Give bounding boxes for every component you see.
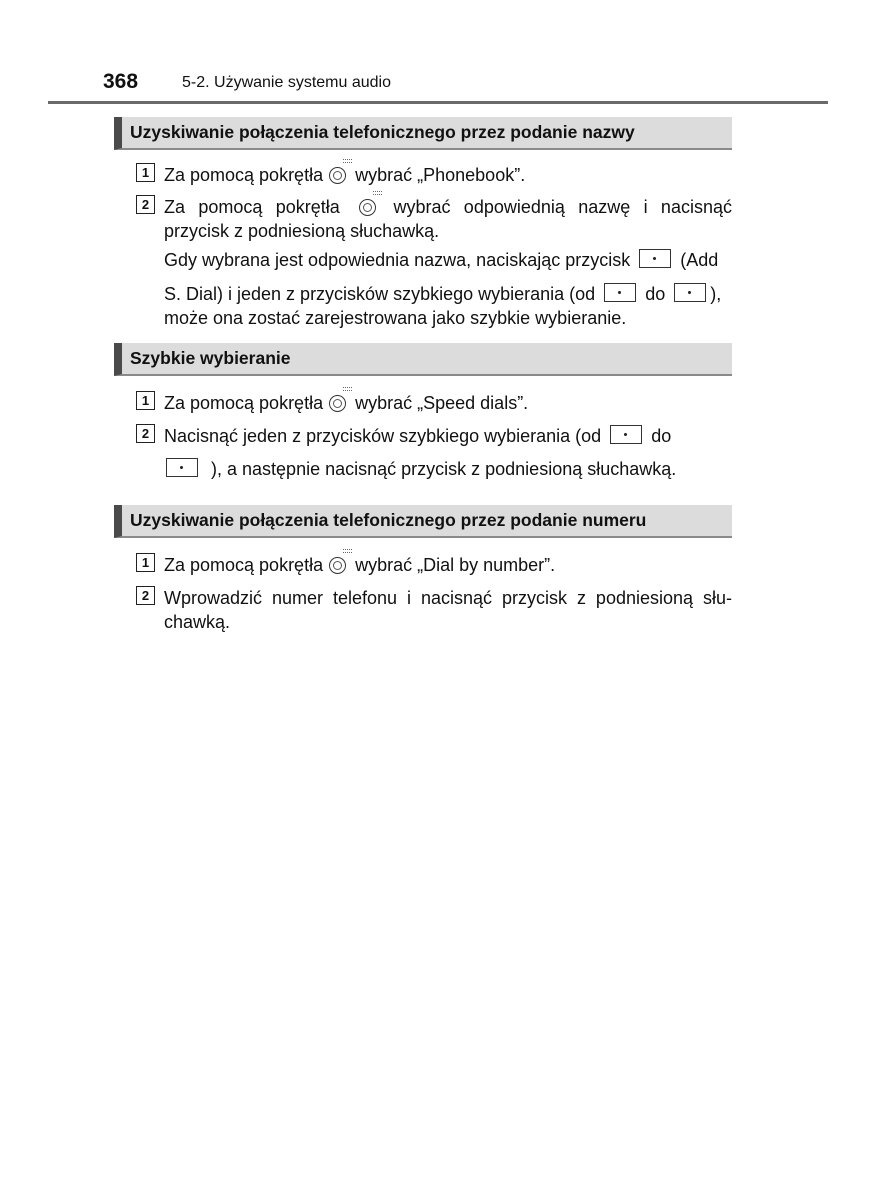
tune-select-knob-icon <box>359 199 376 216</box>
preset-button-icon <box>674 283 706 302</box>
note-text: S. Dial) i jeden z przycisków szybkiego wybierania (od <box>164 284 596 304</box>
step-text <box>164 392 528 414</box>
note-line <box>164 249 718 271</box>
header-rule <box>48 101 828 104</box>
note-text: do <box>645 284 666 304</box>
tune-select-knob-icon <box>329 167 346 184</box>
step-text-after: ), a następnie nacisnąć przycisk z podniesioną słuchawką. <box>211 459 677 479</box>
step-continuation: przycisk z podniesioną słuchawką. <box>164 221 440 241</box>
step-number: 2 <box>136 424 155 443</box>
section-heading-speed-dial: Szybkie wybieranie <box>114 343 732 376</box>
step-text <box>164 164 525 186</box>
note-text: (Add <box>680 250 719 270</box>
step-text-before: Nacisnąć jeden z przycisków szybkiego wybierania (od <box>164 426 602 446</box>
step-text <box>164 425 671 447</box>
chapter-title: 5-2. Używanie systemu audio <box>182 74 391 91</box>
step-text-before: Za pomocą pokrętła <box>164 197 340 217</box>
step-text-before: Za pomocą pokrętła <box>164 165 324 185</box>
step-text-before: Za pomocą pokrętła <box>164 555 324 575</box>
step-continuation <box>166 458 676 480</box>
tune-select-knob-icon <box>329 395 346 412</box>
step-text-after: do <box>651 426 672 446</box>
step-number: 1 <box>136 163 155 182</box>
step-text: Wprowadzić numer telefonu i nacisnąć przycisk z podniesioną słu- <box>164 588 732 608</box>
step-number: 1 <box>136 391 155 410</box>
preset-button-icon <box>610 425 642 444</box>
note-line: może ona zostać zarejestrowana jako szybkie wybieranie. <box>164 308 627 328</box>
section-heading-call-by-number: Uzyskiwanie połączenia telefonicznego przez podanie numeru <box>114 505 732 538</box>
step-text-after: wybrać odpowiednią nazwę i nacisnąć <box>393 197 732 217</box>
preset-button-icon <box>639 249 671 268</box>
step-number: 2 <box>136 586 155 605</box>
preset-button-icon <box>604 283 636 302</box>
note-line <box>164 283 721 305</box>
preset-button-icon <box>166 458 198 477</box>
step-text <box>164 196 732 218</box>
tune-select-knob-icon <box>329 557 346 574</box>
page-number: 368 <box>103 70 139 93</box>
step-text-after: wybrać „Dial by number”. <box>355 555 556 575</box>
step-number: 2 <box>136 195 155 214</box>
step-text <box>164 554 555 576</box>
note-text: Gdy wybrana jest odpowiednia nazwa, naciskając przycisk <box>164 250 631 270</box>
section-heading-call-by-name: Uzyskiwanie połączenia telefonicznego przez podanie nazwy <box>114 117 732 150</box>
step-text-after: wybrać „Speed dials”. <box>355 393 529 413</box>
note-text: ), <box>710 284 722 304</box>
step-continuation: chawką. <box>164 612 231 632</box>
step-text-after: wybrać „Phonebook”. <box>355 165 526 185</box>
step-number: 1 <box>136 553 155 572</box>
step-text-before: Za pomocą pokrętła <box>164 393 324 413</box>
